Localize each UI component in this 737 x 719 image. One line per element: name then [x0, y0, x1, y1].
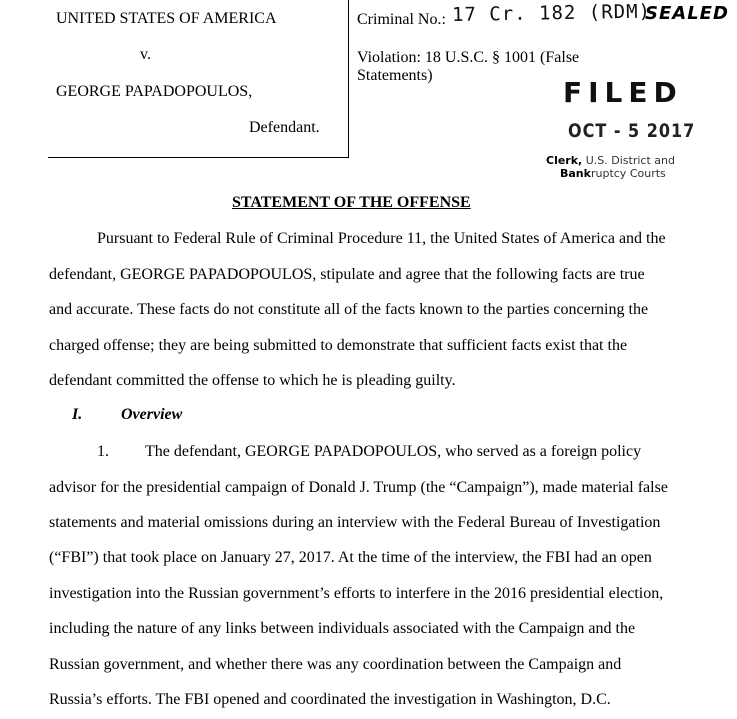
section-title: Overview	[121, 406, 183, 423]
caption-defendant-name: GEORGE PAPADOPOULOS,	[56, 83, 253, 100]
paragraph-line: advisor for the presidential campaign of Donald J. Trump (the “Campaign”), made material false	[49, 479, 668, 496]
violation-line-2: Statements)	[357, 67, 433, 84]
violation-line-1: Violation: 18 U.S.C. § 1001 (False	[357, 49, 580, 66]
paragraph-line: statements and material omissions during an interview with the Federal Bureau of Investigation	[49, 514, 661, 531]
clerk-stamp-bank: Bank	[560, 167, 591, 180]
paragraph-line: investigation into the Russian government’s efforts to interfere in the 2016 presidential election,	[49, 585, 664, 602]
caption-divider	[348, 0, 349, 158]
criminal-number-label: Criminal No.:	[357, 11, 446, 28]
caption-defendant-label: Defendant.	[249, 119, 320, 136]
paragraph-line: Russian government, and whether there was any coordination between the Campaign and	[49, 656, 622, 673]
caption-underline	[48, 157, 349, 158]
paragraph-line: The defendant, GEORGE PAPADOPOULOS, who served as a foreign policy	[145, 443, 642, 460]
filed-stamp-date: OCT - 5 2017	[568, 119, 696, 142]
clerk-stamp-line-1	[546, 155, 675, 167]
clerk-stamp-courts: ruptcy Courts	[590, 167, 666, 180]
sealed-handwritten: SEALED	[645, 3, 729, 24]
paragraph-line: Russia’s efforts. The FBI opened and coordinated the investigation in Washington, D.C.	[49, 691, 611, 708]
caption-plaintiff: UNITED STATES OF AMERICA	[56, 10, 277, 27]
clerk-stamp-line-2	[560, 168, 666, 180]
paragraph-line: including the nature of any links between individuals associated with the Campaign and the	[49, 620, 636, 637]
clerk-stamp-court: U.S. District and	[582, 154, 675, 167]
caption-versus: v.	[140, 46, 151, 63]
criminal-number-handwritten: 17 Cr. 182 (RDM)	[451, 0, 652, 26]
intro-line: charged offense; they are being submitted to demonstrate that sufficient facts exist that the	[49, 337, 628, 354]
paragraph-number: 1.	[97, 443, 109, 460]
section-number: I.	[72, 406, 83, 423]
intro-line: defendant, GEORGE PAPADOPOULOS, stipulate and agree that the following facts are true	[49, 266, 645, 283]
intro-line: defendant committed the offense to which he is pleading guilty.	[49, 372, 456, 389]
document-title: STATEMENT OF THE OFFENSE	[232, 194, 471, 211]
paragraph-line: (“FBI”) that took place on January 27, 2017. At the time of the interview, the FBI had an open	[49, 549, 652, 566]
clerk-stamp-clerk: Clerk,	[546, 154, 583, 167]
filed-stamp: FILED	[563, 76, 683, 109]
intro-line: and accurate. These facts do not constitute all of the facts known to the parties concerning the	[49, 301, 649, 318]
intro-line: Pursuant to Federal Rule of Criminal Procedure 11, the United States of America and the	[97, 230, 666, 247]
